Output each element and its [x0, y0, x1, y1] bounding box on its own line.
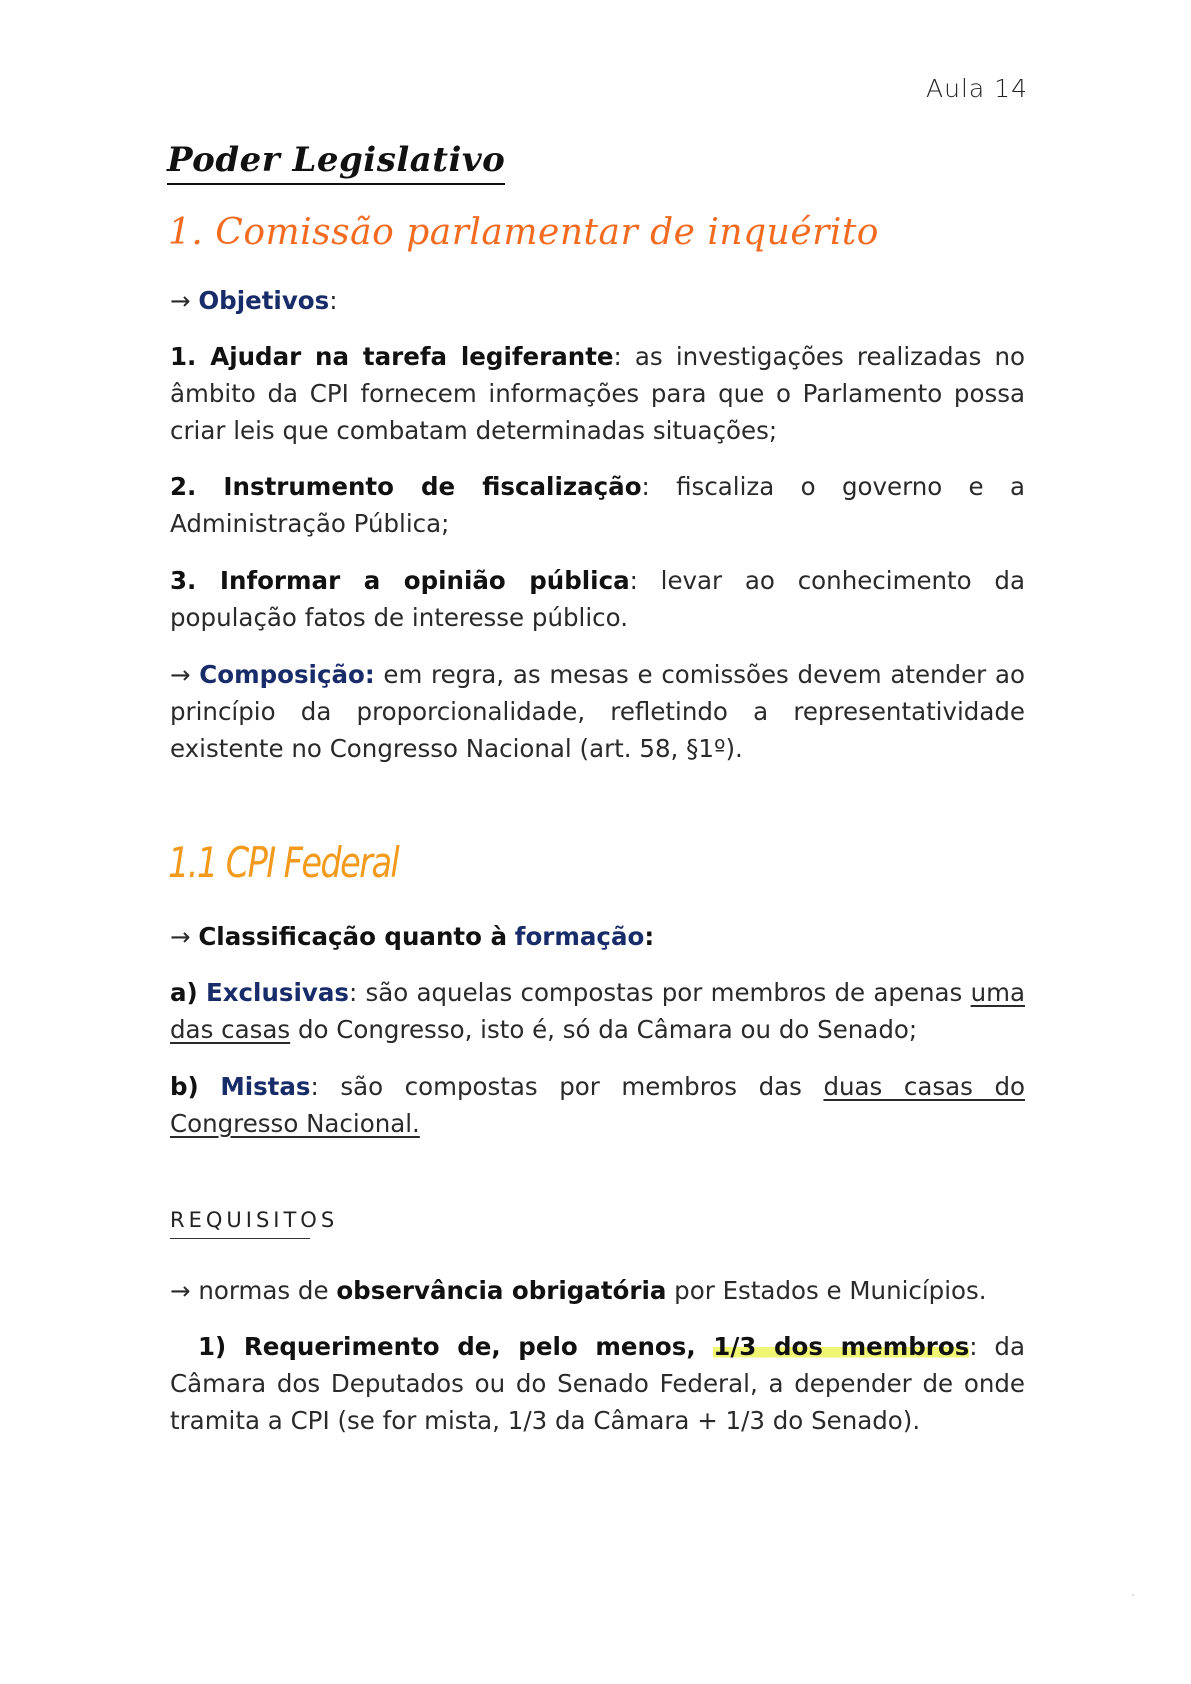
item-3-label: 3. Informar a opinião pública: [170, 566, 630, 595]
arrow-icon: →: [170, 1276, 191, 1305]
item-2-text: : fiscaliza o governo e a Administração Pública;: [170, 472, 1025, 538]
mistas-letter: b): [170, 1072, 199, 1101]
classificacao-line: [170, 918, 1025, 955]
colon: :: [329, 286, 338, 315]
normas-text-2: por Estados e Municípios.: [666, 1276, 987, 1305]
objetivo-item-2: [170, 468, 1025, 542]
exclusivas-underlined: uma das casas: [170, 978, 1025, 1044]
requisitos-heading: REQUISITOS: [170, 1208, 310, 1239]
exclusivas-paragraph: [170, 974, 1025, 1048]
section-1-heading: 1. Comissão parlamentar de inquérito: [168, 212, 879, 253]
mistas-underlined: duas casas do Congresso Nacional.: [170, 1072, 1025, 1138]
normas-line: [170, 1272, 1025, 1309]
requisito-1-paragraph: [170, 1328, 1025, 1439]
objetivos-label: Objetivos: [198, 286, 330, 315]
composicao-paragraph: [170, 656, 1025, 767]
requisito-1-text: : da Câmara dos Deputados ou do Senado Federal, a depender de onde tramita a CPI (se for mista, 1/3 da Câmara + 1/3 do Senado).: [170, 1332, 1025, 1435]
lesson-label: Aula 14: [926, 74, 1028, 103]
exclusivas-text-2: do Congresso, isto é, só da Câmara ou do Senado;: [290, 1015, 918, 1044]
item-1-label: 1. Ajudar na tarefa legiferante: [170, 342, 614, 371]
normas-text: normas de: [190, 1276, 337, 1305]
objetivo-item-3: [170, 562, 1025, 636]
exclusivas-text: : são aquelas compostas por membros de apenas: [348, 978, 971, 1007]
requisito-1-label: 1) Requerimento de, pelo menos,: [198, 1332, 714, 1361]
item-2-label: 2. Instrumento de fiscalização: [170, 472, 642, 501]
arrow-icon: →: [170, 922, 191, 951]
mistas-paragraph: [170, 1068, 1025, 1142]
formacao-label: formação: [514, 922, 645, 951]
objetivo-item-1: [170, 338, 1025, 449]
composicao-label: Composição:: [199, 660, 375, 689]
classificacao-label: Classificação quanto à: [198, 922, 507, 951]
page-title: Poder Legislativo: [167, 140, 505, 185]
colon: :: [644, 922, 655, 951]
composicao-text: em regra, as mesas e comissões devem atender ao princípio da proporcionalidade, refletindo a representatividade existente no Congresso Nacional (art. 58, §1º).: [170, 660, 1025, 763]
objetivos-line: [170, 282, 1025, 319]
arrow-icon: →: [170, 660, 191, 689]
exclusivas-label: Exclusivas: [205, 978, 349, 1007]
exclusivas-letter: a): [170, 978, 198, 1007]
mistas-text: : são compostas por membros das: [310, 1072, 824, 1101]
page-speck: [1132, 1594, 1134, 1596]
section-1-1-heading: 1.1 CPI Federal: [168, 838, 399, 887]
arrow-icon: →: [170, 286, 191, 315]
item-3-text: : levar ao conhecimento da população fatos de interesse público.: [170, 566, 1025, 632]
mistas-label: Mistas: [220, 1072, 311, 1101]
normas-bold: observância obrigatória: [336, 1276, 667, 1305]
item-1-text: : as investigações realizadas no âmbito da CPI fornecem informações para que o Parlamento possa criar leis que combatam determinadas situações;: [170, 342, 1025, 445]
requisito-1-highlight: 1/3 dos membros: [713, 1332, 970, 1361]
